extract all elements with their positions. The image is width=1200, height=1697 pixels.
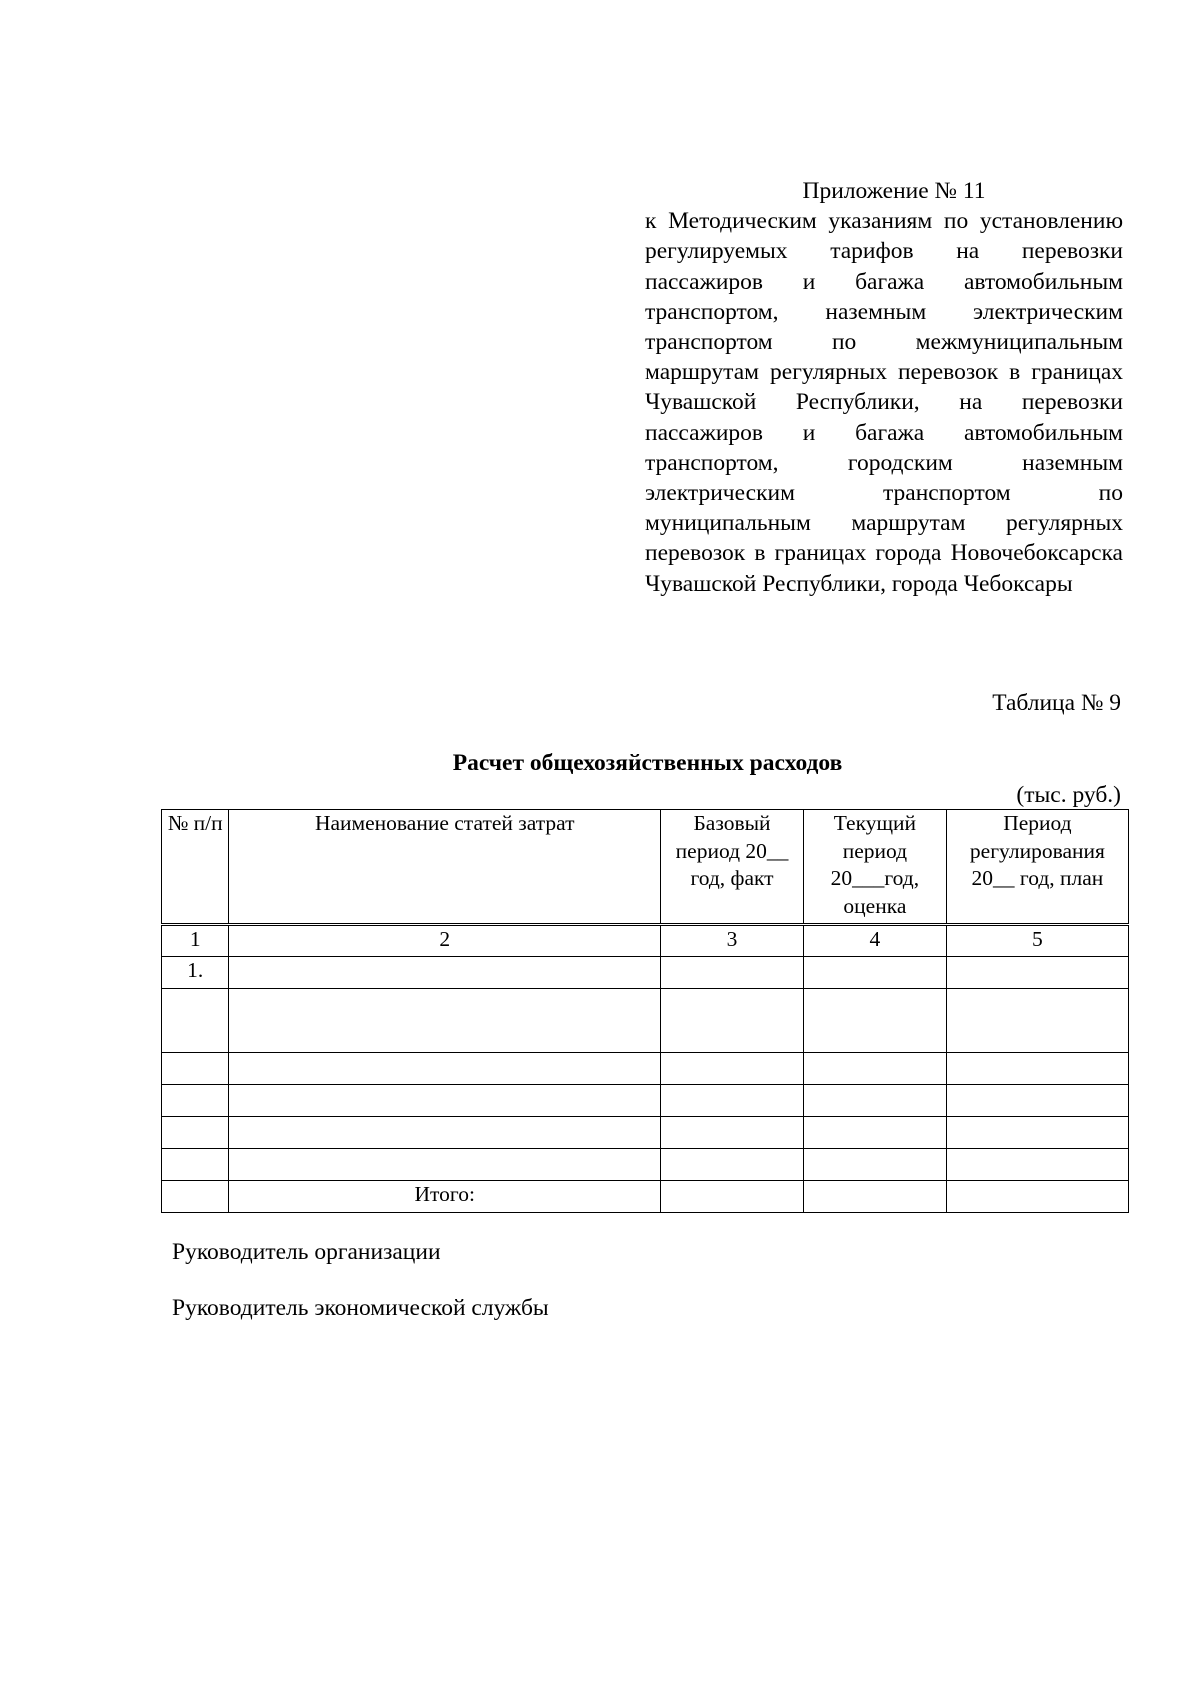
table-cell xyxy=(661,1085,804,1117)
header-name: Наименование статей затрат xyxy=(229,810,661,925)
table-cell xyxy=(803,1053,946,1085)
table-header-row xyxy=(162,810,1129,925)
column-number: 1 xyxy=(162,925,229,957)
table-cell xyxy=(803,989,946,1053)
table-cell xyxy=(229,1053,661,1085)
table-cell xyxy=(162,989,229,1053)
table-cell xyxy=(229,1117,661,1149)
table-cell xyxy=(946,957,1128,989)
column-number: 4 xyxy=(803,925,946,957)
table-cell xyxy=(162,1117,229,1149)
table-cell xyxy=(162,1181,229,1213)
table-cell xyxy=(661,1117,804,1149)
signature-economic: Руководитель экономической службы xyxy=(172,1295,549,1321)
table-cell xyxy=(229,1149,661,1181)
column-number: 2 xyxy=(229,925,661,957)
table-cell xyxy=(229,1085,661,1117)
column-number-row xyxy=(162,925,1129,957)
table-cell xyxy=(803,1149,946,1181)
table-cell xyxy=(162,1149,229,1181)
table-cell xyxy=(661,1149,804,1181)
table-cell xyxy=(229,957,661,989)
table-cell xyxy=(803,1181,946,1213)
total-label: Итого: xyxy=(229,1181,661,1213)
costs-table xyxy=(161,809,1129,1213)
table-cell xyxy=(162,1085,229,1117)
row-number: 1. xyxy=(162,957,229,989)
column-number: 3 xyxy=(661,925,804,957)
units-label: (тыс. руб.) xyxy=(1016,782,1121,808)
table-cell xyxy=(803,1117,946,1149)
table-cell xyxy=(946,1053,1128,1085)
table-cell xyxy=(946,1085,1128,1117)
table-cell xyxy=(946,1181,1128,1213)
table-number: Таблица № 9 xyxy=(992,690,1121,716)
header-current-period: Текущий период 20___год, оценка xyxy=(803,810,946,925)
table-row xyxy=(162,1085,1129,1117)
header-num: № п/п xyxy=(162,810,229,925)
table-cell xyxy=(946,1149,1128,1181)
table-cell xyxy=(661,957,804,989)
table-cell xyxy=(162,1053,229,1085)
signature-head: Руководитель организации xyxy=(172,1239,441,1265)
total-row xyxy=(162,1181,1129,1213)
header-regulation-period: Период регулирования 20__ год, план xyxy=(946,810,1128,925)
header-base-period: Базовый период 20__ год, факт xyxy=(661,810,804,925)
annex-body: к Методическим указаниям по установлению регулируемых тарифов на перевозки пассажиров и багажа автомобильным транспортом, наземным электрическим транспортом по межмуниципальным маршрутам регулярных перевозок в границах Чувашской Республики, на перевозки пассажиров и багажа автомобильным транспортом, городским наземным электрическим транспортом по муниципальным маршрутам регулярных перевозок в границах города Новочебоксарска Чувашской Республики, города Чебоксары xyxy=(645,208,1123,597)
table-cell xyxy=(946,989,1128,1053)
table-cell xyxy=(803,957,946,989)
column-number: 5 xyxy=(946,925,1128,957)
table-cell xyxy=(661,989,804,1053)
table-cell xyxy=(946,1117,1128,1149)
annex-block xyxy=(645,176,1123,599)
table-cell xyxy=(661,1053,804,1085)
table-row xyxy=(162,957,1129,989)
table-row xyxy=(162,1053,1129,1085)
table-row xyxy=(162,1149,1129,1181)
table-row xyxy=(162,989,1129,1053)
table-row xyxy=(162,1117,1129,1149)
table-cell xyxy=(803,1085,946,1117)
table-cell xyxy=(661,1181,804,1213)
document-title: Расчет общехозяйственных расходов xyxy=(452,750,843,776)
annex-title: Приложение № 11 xyxy=(802,178,986,204)
table-cell xyxy=(229,989,661,1053)
